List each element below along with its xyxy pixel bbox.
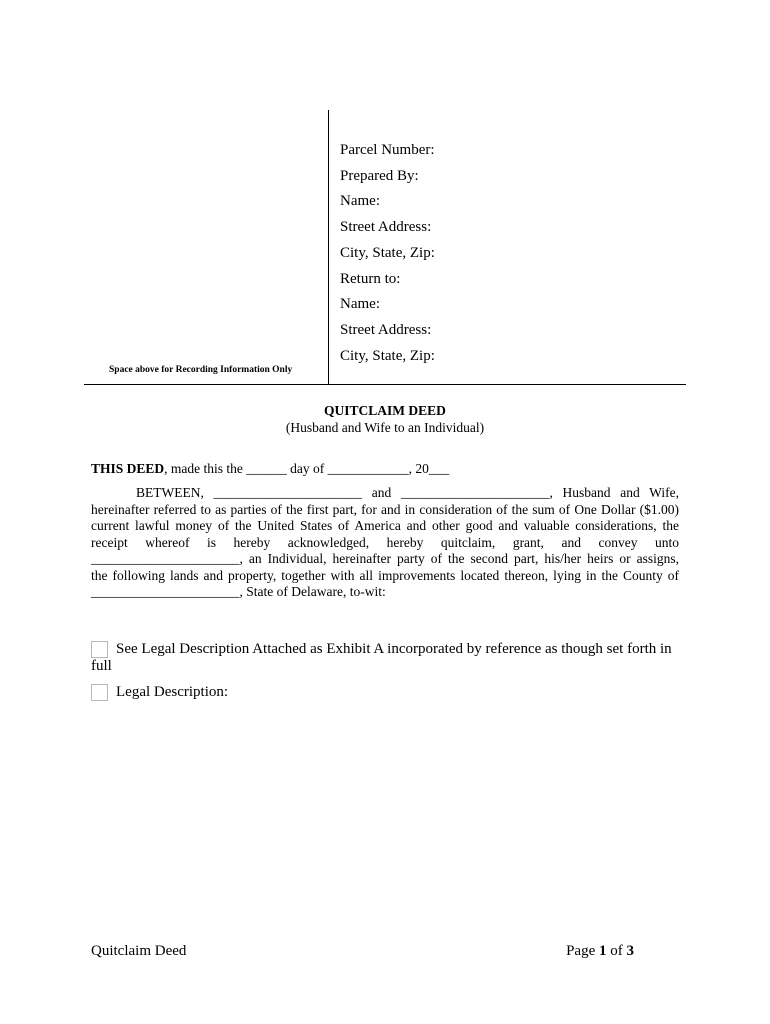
legal-description-option <box>91 684 681 701</box>
return-city-label: City, State, Zip: <box>340 347 435 364</box>
exhibit-a-checkbox[interactable] <box>91 641 108 658</box>
page-prefix: Page <box>566 943 599 959</box>
recording-info-block <box>340 138 435 369</box>
exhibit-a-option <box>91 641 681 675</box>
exhibit-a-label-continued: full <box>91 658 112 674</box>
footer-document-name: Quitclaim Deed <box>91 943 187 959</box>
preparer-name-label: Name: <box>340 193 380 210</box>
deed-date-text: , made this the ______ day of ____________, 20___ <box>164 461 450 476</box>
page-of: of <box>606 943 627 959</box>
body-line: ______________________, State of Delaware, to-wit: <box>91 584 386 599</box>
recording-divider-horizontal <box>84 384 686 385</box>
deed-lead: THIS DEED <box>91 461 165 476</box>
exhibit-a-label: See Legal Description Attached as Exhibit A incorporated by reference as though set forth in <box>116 641 672 657</box>
body-line: current lawful money of the United States of America and other good and valuable considerations, the <box>91 518 679 533</box>
body-line: the following lands and property, together with all improvements located thereon, lying in the County of <box>91 567 679 583</box>
body-line: ______________________, an Individual, hereinafter party of the second part, his/her heirs or assigns, <box>91 551 679 566</box>
parcel-number-label: Parcel Number: <box>340 142 435 158</box>
body-line: hereinafter referred to as parties of the first part, for and in consideration of the sum of One Dollar ($1.00) <box>91 501 679 517</box>
return-to-label: Return to: <box>340 270 401 287</box>
deed-date-line <box>91 461 449 477</box>
body-line: BETWEEN, ______________________ and ______________________, Husband and Wife, <box>136 485 679 500</box>
document-subtitle: (Husband and Wife to an Individual) <box>285 420 485 435</box>
preparer-street-label: Street Address: <box>340 219 432 236</box>
prepared-by-label: Prepared By: <box>340 167 419 184</box>
page-total: 3 <box>626 943 634 959</box>
conveyance-paragraph <box>91 485 679 601</box>
body-line: receipt whereof is hereby acknowledged, hereby quitclaim, grant, and convey unto <box>91 534 679 550</box>
page-current: 1 <box>599 943 607 959</box>
return-street-label: Street Address: <box>340 321 432 338</box>
document-title: QUITCLAIM DEED <box>324 403 446 418</box>
return-name-label: Name: <box>340 296 380 313</box>
recording-divider-vertical <box>328 110 329 384</box>
recording-space-note: Space above for Recording Information Only <box>109 365 293 375</box>
preparer-city-label: City, State, Zip: <box>340 244 435 261</box>
footer-page-number <box>566 943 634 960</box>
legal-description-label: Legal Description: <box>116 684 229 700</box>
legal-description-checkbox[interactable] <box>91 684 108 701</box>
